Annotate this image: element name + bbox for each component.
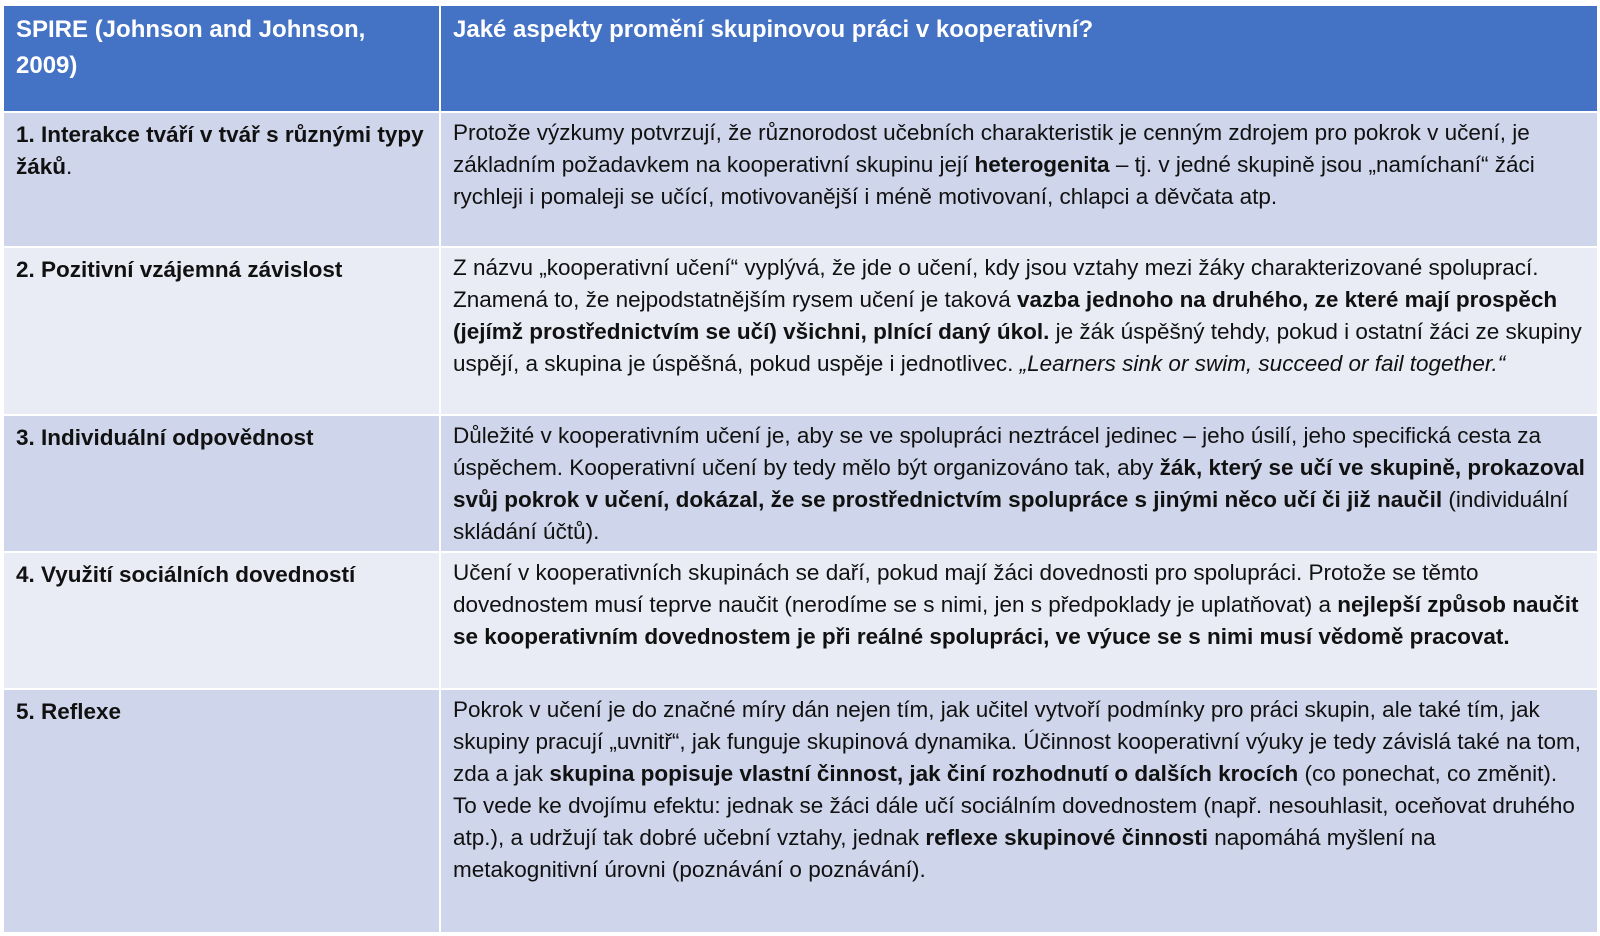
- row-1-title-bold: 1. Interakce tváří v tvář s různými typy žáků: [16, 122, 424, 179]
- table-row-3: [3, 415, 1598, 552]
- row-1-title-rest: .: [66, 154, 73, 179]
- row-2-bold-1: vazba jednoho na druhého, ze které mají prospěch (jejímž prostřednictvím se učí) všichni, plnící daný úkol.: [453, 287, 1558, 344]
- row-4-text-1: Učení v kooperativních skupinách se daří, pokud mají žáci dovednosti pro spolupráci. Protože se těmto dovednostem musí teprve naučit (nerodíme se s nimi, jen s předpoklady je uplatňovat) a: [453, 560, 1479, 617]
- spire-table: [2, 4, 1599, 934]
- row-5-text-3: napomáhá myšlení na metakognitivní úrovni (poznávání o poznávání).: [453, 825, 1436, 882]
- row-3-description: [440, 415, 1598, 552]
- row-1-text-1: Protože výzkumy potvrzují, že různorodost učebních charakteristik je cenným zdrojem pro pokrok v učení, je základním požadavkem na kooperativní skupinu její: [453, 120, 1530, 177]
- row-4-description: [440, 552, 1598, 689]
- row-3-title: [3, 415, 440, 552]
- row-1-text-2: – tj. v jedné skupině jsou „namíchaní“ žáci rychleji i pomaleji se učící, motivovanější i méně motivovaní, chlapci a děvčata atp.: [453, 152, 1535, 209]
- row-5-title: [3, 689, 440, 933]
- row-5-text-1: Pokrok v učení je do značné míry dán nejen tím, jak učitel vytvoří podmínky pro práci skupin, ale také tím, jak skupiny pracují „uvnitř“, jak funguje skupinová dynamika. Účinnost kooperativní výuky je tedy závislá také na tom, zda a jak: [453, 697, 1582, 786]
- row-2-text-2: je žák úspěšný tehdy, pokud i ostatní žáci ze skupiny uspějí, a skupina je úspěšná, pokud uspěje i jednotlivec.: [453, 319, 1582, 376]
- row-5-description: [440, 689, 1598, 933]
- table-row-5: [3, 689, 1598, 933]
- header-col2: Jaké aspekty promění skupinovou práci v kooperativní?: [440, 5, 1598, 112]
- row-2-text-1: Z názvu „kooperativní učení“ vyplývá, že jde o učení, kdy jsou vztahy mezi žáky charakterizované spoluprací. Znamená to, že nejpodstatnějším rysem učení je taková: [453, 255, 1539, 312]
- header-col1: SPIRE (Johnson and Johnson, 2009): [3, 5, 440, 112]
- row-1-description: [440, 112, 1598, 247]
- row-4-title: [3, 552, 440, 689]
- table-row-2: [3, 247, 1598, 415]
- row-4-title-bold: 4. Využití sociálních dovedností: [16, 562, 356, 587]
- row-5-text-2: (co ponechat, co změnit). To vede ke dvojímu efektu: jednak se žáci dále učí sociálním dovednostem (např. nesouhlasit, oceňovat druhého atp.), a udržují tak dobré učební vztahy, jednak: [453, 761, 1575, 850]
- row-2-description: [440, 247, 1598, 415]
- header-row: [3, 5, 1598, 112]
- row-3-text-2: (individuální skládání účtů).: [453, 487, 1569, 544]
- row-5-title-bold: 5. Reflexe: [16, 699, 122, 724]
- row-5-bold-1: skupina popisuje vlastní činnost, jak činí rozhodnutí o dalších krocích: [549, 761, 1299, 786]
- row-2-quote: „Learners sink or swim, succeed or fail together.“: [1019, 351, 1506, 376]
- row-2-title: [3, 247, 440, 415]
- row-1-title: [3, 112, 440, 247]
- table-row-4: [3, 552, 1598, 689]
- row-5-bold-2: reflexe skupinové činnosti: [925, 825, 1208, 850]
- row-3-bold-1: žák, který se učí ve skupině, prokazoval svůj pokrok v učení, dokázal, že se prostřednictvím spolupráce s jinými něco učí či již naučil: [453, 455, 1585, 512]
- row-4-bold-1: nejlepší způsob naučit se kooperativním dovednostem je při reálné spolupráci, ve výuce se s nimi musí vědomě pracovat.: [453, 592, 1579, 649]
- table-row-1: [3, 112, 1598, 247]
- row-1-bold-1: heterogenita: [974, 152, 1110, 177]
- row-3-text-1: Důležité v kooperativním učení je, aby se ve spolupráci neztrácel jedinec – jeho úsilí, jeho specifická cesta za úspěchem. Kooperativní učení by tedy mělo být organizováno tak, aby: [453, 423, 1542, 480]
- row-3-title-bold: 3. Individuální odpovědnost: [16, 425, 314, 450]
- row-2-title-bold: 2. Pozitivní vzájemná závislost: [16, 257, 343, 282]
